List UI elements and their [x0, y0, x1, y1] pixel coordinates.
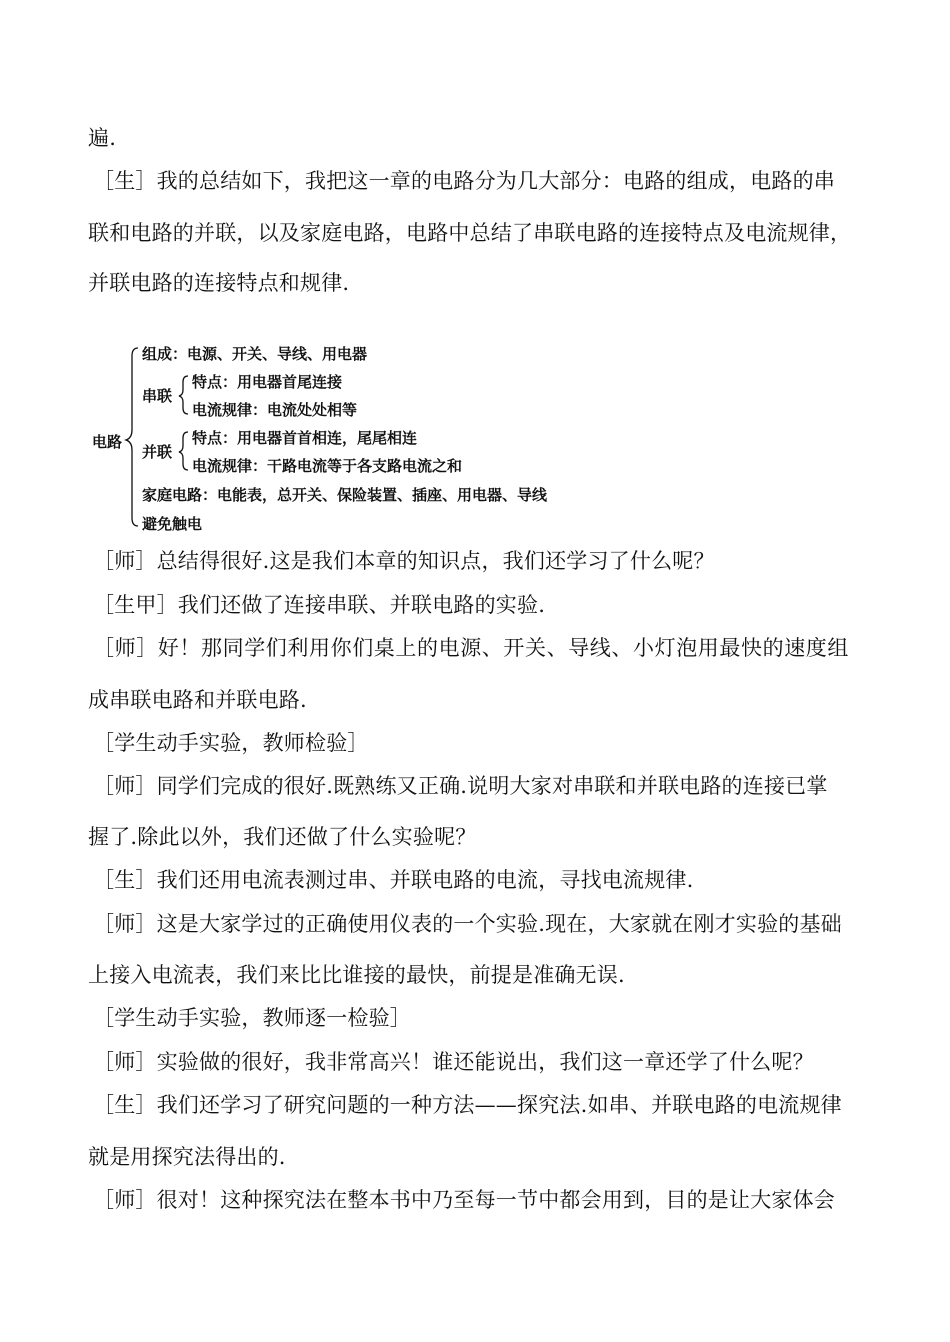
text-line: ［师］总结得很好.这是我们本章的知识点，我们还学习了什么呢？	[93, 549, 715, 573]
text-line: 就是用探究法得出的.	[88, 1145, 286, 1169]
series-brace	[179, 376, 188, 414]
text-line: ［学生动手实验，教师检验］	[93, 731, 369, 755]
text-line: 握了.除此以外，我们还做了什么实验呢？	[88, 825, 477, 849]
text-line: 成串联电路和并联电路.	[88, 688, 307, 712]
diagram-parallel-label: 并联	[142, 443, 173, 461]
text-line: 并联电路的连接特点和规律.	[88, 271, 350, 295]
parallel-brace	[179, 432, 188, 470]
diagram-parallel-rule: 电流规律：干路电流等于各支路电流之和	[192, 457, 463, 475]
text-line: ［生］我们还用电流表测过串、并联电路的电流，寻找电流规律.	[93, 868, 694, 892]
text-line: ［师］很对！这种探究法在整本书中乃至每一节中都会用到，目的是让大家体会	[93, 1188, 835, 1212]
text-line: ［师］实验做的很好，我非常高兴！谁还能说出，我们这一章还学了什么呢？	[93, 1050, 814, 1074]
text-line: ［生］我的总结如下，我把这一章的电路分为几大部分：电路的组成，电路的串	[93, 169, 835, 193]
main-brace	[126, 348, 138, 526]
text-line: ［师］同学们完成的很好.既熟练又正确.说明大家对串联和并联电路的连接已掌	[93, 774, 828, 798]
diagram-household: 家庭电路：电能表，总开关、保险装置、插座、用电器、导线	[142, 486, 548, 504]
diagram-parallel-feature: 特点：用电器首首相连，尾尾相连	[192, 429, 418, 447]
text-line: 上接入电流表，我们来比比谁接的最快，前提是准确无误.	[88, 963, 625, 987]
text-line: 遍.	[88, 126, 117, 150]
diagram-root: 电路	[92, 433, 123, 451]
text-line: ［师］这是大家学过的正确使用仪表的一个实验.现在，大家就在刚才实验的基础	[93, 912, 842, 936]
text-line: ［生］我们还学习了研究问题的一种方法——探究法.如串、并联电路的电流规律	[93, 1093, 842, 1117]
diagram-series-label: 串联	[142, 387, 173, 405]
text-line: ［生甲］我们还做了连接串联、并联电路的实验.	[93, 593, 546, 617]
diagram-series-rule: 电流规律：电流处处相等	[192, 401, 358, 419]
text-line: ［学生动手实验，教师逐一检验］	[93, 1006, 411, 1030]
diagram-series-feature: 特点：用电器首尾连接	[192, 373, 343, 391]
text-line: 联和电路的并联，以及家庭电路，电路中总结了串联电路的连接特点及电流规律，	[88, 221, 852, 245]
circuit-knowledge-diagram	[92, 338, 612, 538]
text-line: ［师］好！那同学们利用你们桌上的电源、开关、导线、小灯泡用最快的速度组	[93, 636, 849, 660]
diagram-composition: 组成：电源、开关、导线、用电器	[142, 345, 368, 363]
diagram-avoid: 避免触电	[142, 515, 203, 533]
